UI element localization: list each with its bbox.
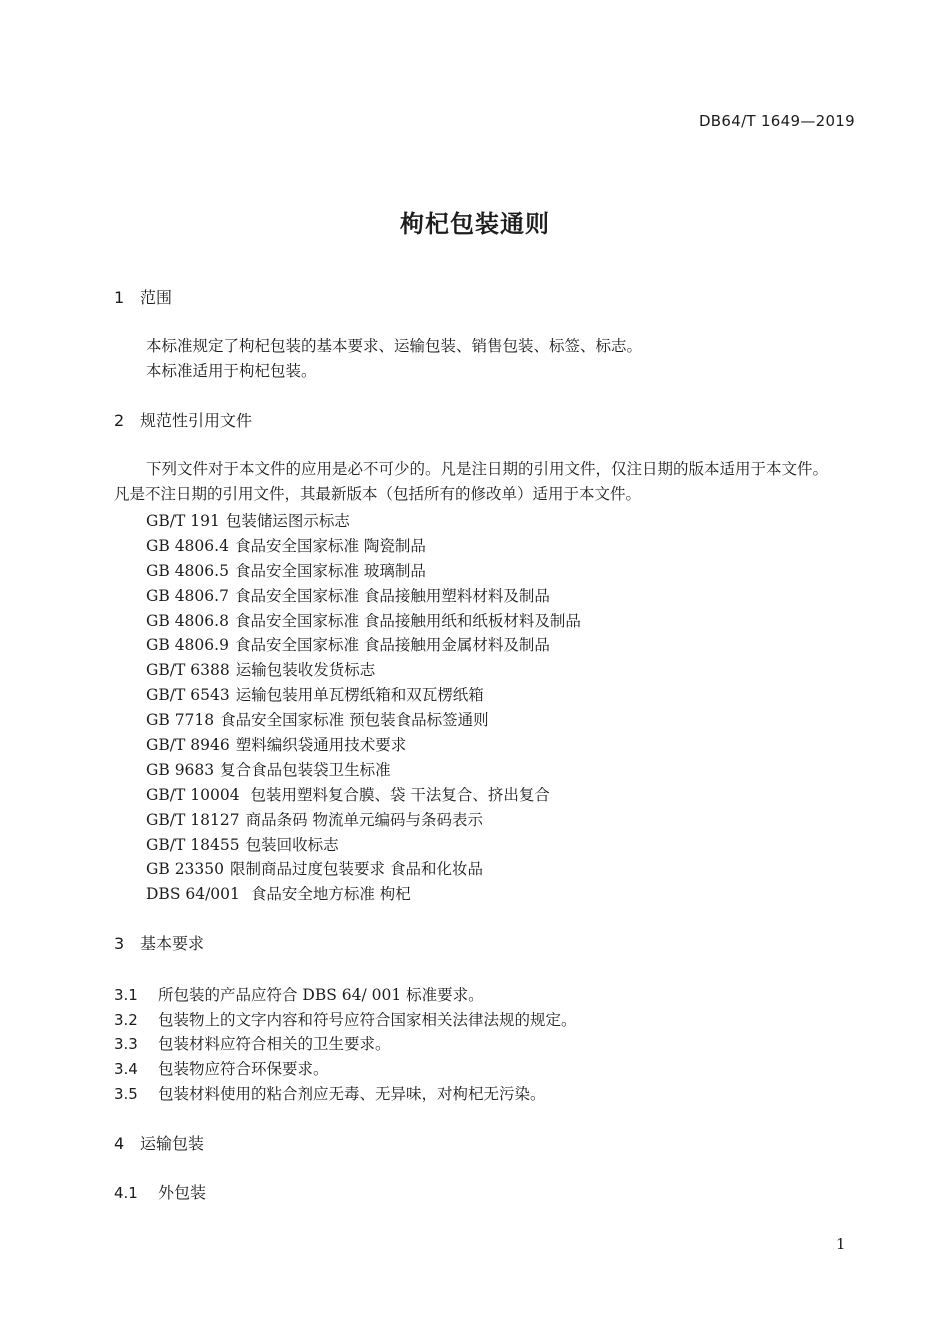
reference-code: DBS 64/001 [146,885,240,904]
clause-item [114,1032,577,1057]
reference-title: 复合食品包装袋卫生标准 [220,760,391,779]
reference-code: GB/T 10004 [146,785,240,804]
reference-title: 包装用塑料复合膜、袋 干法复合、挤出复合 [245,785,550,804]
clause-number: 3.2 [114,1010,138,1029]
clause-text: 包装材料应符合相关的卫生要求。 [158,1035,391,1054]
reference-item [146,683,581,708]
clause-text: 所包装的产品应符合 DBS 64/ 001 标准要求。 [158,986,484,1004]
clause-item [114,1057,577,1082]
reference-title: 食品安全国家标准 食品接触用纸和纸板材料及制品 [234,611,581,630]
reference-title: 运输包装用单瓦楞纸箱和双瓦楞纸箱 [235,686,484,705]
subsection-title: 外包装 [158,1183,207,1202]
references-intro: 凡是不注日期的引用文件，其最新版本（包括所有的修改单）适用于本文件。 [114,485,642,503]
reference-item [146,559,581,584]
reference-code: GB 7718 [146,711,215,730]
reference-title: 商品条码 物流单元编码与条码表示 [245,810,484,829]
clause-number: 3.3 [114,1035,138,1054]
reference-item [146,833,581,858]
reference-item [146,857,581,882]
reference-code: GB 4806.4 [146,536,229,555]
section-title: 规范性引用文件 [140,411,253,430]
section-heading-scope [114,288,172,308]
reference-title: 塑料编织袋通用技术要求 [235,736,407,755]
reference-code: GB 23350 [146,860,225,879]
reference-item [146,658,581,683]
reference-item [146,534,581,559]
section-heading-basic-requirements [114,934,204,954]
reference-code: GB 9683 [146,760,215,779]
reference-item [146,783,581,808]
reference-title: 包装储运图示标志 [225,512,350,530]
clause-number: 3.5 [114,1084,138,1103]
clause-number: 3.4 [114,1060,138,1079]
section-number: 3 [114,934,125,953]
subsection-heading-outer-packaging [114,1183,206,1203]
reference-code: GB 4806.5 [146,561,229,580]
subsection-number: 4.1 [114,1184,138,1202]
reference-code: GB/T 18455 [146,835,240,854]
clause-text: 包装材料使用的粘合剂应无毒、无异味，对枸杞无污染。 [158,1084,546,1103]
reference-item [146,733,581,758]
section-number: 1 [114,288,125,307]
clause-text: 包装物上的文字内容和符号应符合国家相关法律法规的规定。 [158,1010,577,1029]
reference-item [146,808,581,833]
reference-code: GB/T 6543 [146,686,230,705]
reference-item [146,758,581,783]
clause-list [114,983,577,1106]
clause-item [114,1008,577,1033]
page-number: 1 [836,1235,846,1253]
references-intro: 下列文件对于本文件的应用是必不可少的。凡是注日期的引用文件，仅注日期的版本适用于本文件。 [146,460,829,478]
document-title: 枸杞包装通则 [400,210,550,238]
section-heading-transport-packaging [114,1134,204,1154]
reference-code: GB 4806.8 [146,611,229,630]
reference-title: 运输包装收发货标志 [235,661,376,680]
reference-item [146,609,581,634]
section-heading-normative-references [114,411,252,431]
reference-code: GB/T 191 [146,512,220,530]
reference-code: GB/T 6388 [146,661,230,680]
reference-title: 食品安全地方标准 枸杞 [245,885,411,904]
clause-text: 包装物应符合环保要求。 [158,1060,329,1079]
reference-title: 限制商品过度包装要求 食品和化妆品 [230,860,483,879]
reference-code: GB 4806.9 [146,636,229,655]
reference-code: GB/T 18127 [146,810,240,829]
scope-paragraph: 本标准规定了枸杞包装的基本要求、运输包装、销售包装、标签、标志。 [146,337,643,355]
section-number: 4 [114,1134,125,1153]
reference-item [146,633,581,658]
clause-item [114,983,577,1008]
reference-item [146,509,581,534]
reference-title: 食品安全国家标准 预包装食品标签通则 [220,711,489,730]
clause-number: 3.1 [114,986,138,1004]
reference-title: 食品安全国家标准 食品接触用金属材料及制品 [234,636,550,655]
reference-code: GB 4806.7 [146,586,229,605]
section-title: 范围 [140,288,173,307]
standard-code: DB64/T 1649—2019 [698,112,855,130]
reference-title: 包装回收标志 [245,835,339,854]
reference-code: GB/T 8946 [146,736,230,755]
scope-paragraph: 本标准适用于枸杞包装。 [146,362,317,380]
reference-item [146,882,581,907]
reference-item [146,708,581,733]
reference-title: 食品安全国家标准 玻璃制品 [234,561,426,580]
section-title: 基本要求 [140,934,205,953]
clause-item [114,1082,577,1107]
section-number: 2 [114,411,125,430]
reference-list [146,509,581,907]
reference-item [146,584,581,609]
section-title: 运输包装 [140,1134,205,1153]
reference-title: 食品安全国家标准 食品接触用塑料材料及制品 [234,586,550,605]
reference-title: 食品安全国家标准 陶瓷制品 [234,536,426,555]
